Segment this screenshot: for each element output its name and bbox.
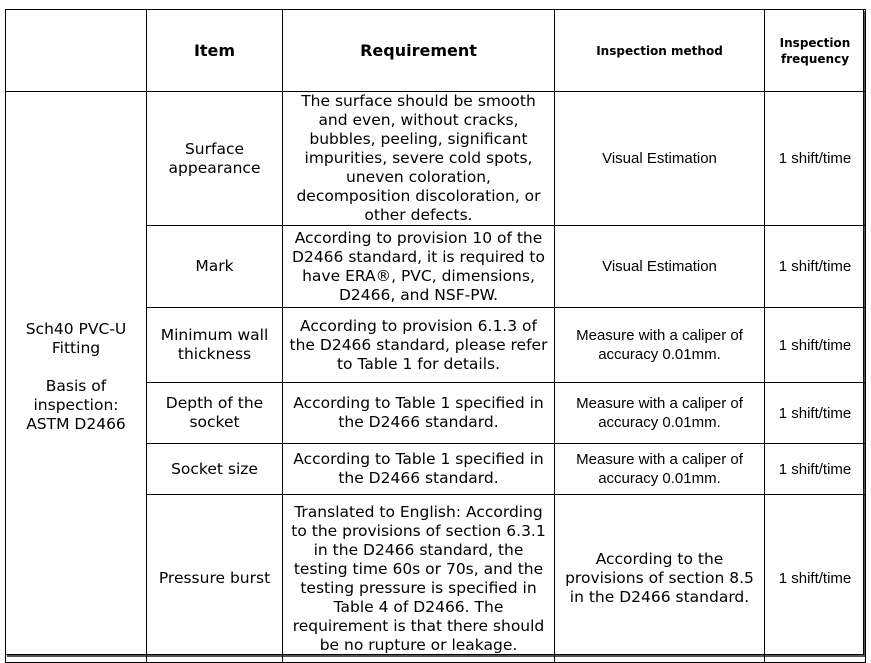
frequency-cell: 1 shift/time xyxy=(765,495,866,663)
item-cell: Pressure burst xyxy=(147,495,283,663)
requirement-cell: According to Table 1 specified in the D2466 standard. xyxy=(283,383,555,444)
inspection-table xyxy=(5,9,866,663)
header-frequency: Inspection frequency xyxy=(765,10,866,92)
requirement-cell: Translated to English: According to the provisions of section 6.3.1 in the D2466 standard, the testing time 60s or 70s, and the testing pressure is specified in Table 4 of D2466. The requirement is that there should be no rupture or leakage. xyxy=(283,495,555,663)
requirement-cell: According to Table 1 specified in the D2466 standard. xyxy=(283,444,555,495)
method-cell: According to the provisions of section 8.5 in the D2466 standard. xyxy=(555,495,765,663)
item-cell: Mark xyxy=(147,226,283,308)
table-row xyxy=(6,92,866,226)
requirement-cell: According to provision 10 of the D2466 standard, it is required to have ERA®, PVC, dimensions, D2466, and NSF-PW. xyxy=(283,226,555,308)
item-cell: Depth of the socket xyxy=(147,383,283,444)
item-cell: Socket size xyxy=(147,444,283,495)
method-cell: Measure with a caliper of accuracy 0.01mm. xyxy=(555,308,765,383)
frequency-cell: 1 shift/time xyxy=(765,226,866,308)
product-cell xyxy=(6,92,147,663)
header-item: Item xyxy=(147,10,283,92)
header-requirement: Requirement xyxy=(283,10,555,92)
requirement-cell: The surface should be smooth and even, without cracks, bubbles, peeling, significant impurities, severe cold spots, uneven coloration, decomposition discoloration, or other defects. xyxy=(283,92,555,226)
requirement-cell: According to provision 6.1.3 of the D2466 standard, please refer to Table 1 for details. xyxy=(283,308,555,383)
item-cell: Surface appearance xyxy=(147,92,283,226)
item-cell: Minimum wall thickness xyxy=(147,308,283,383)
product-name: Sch40 PVC-U Fitting xyxy=(25,320,127,357)
method-cell: Visual Estimation xyxy=(555,226,765,308)
method-cell: Visual Estimation xyxy=(555,92,765,226)
header-method: Inspection method xyxy=(555,10,765,92)
frequency-cell: 1 shift/time xyxy=(765,444,866,495)
method-cell: Measure with a caliper of accuracy 0.01mm. xyxy=(555,444,765,495)
frequency-cell: 1 shift/time xyxy=(765,92,866,226)
method-cell: Measure with a caliper of accuracy 0.01mm. xyxy=(555,383,765,444)
header-blank-cell xyxy=(6,10,147,92)
header-row xyxy=(6,10,866,92)
frequency-cell: 1 shift/time xyxy=(765,308,866,383)
inspection-basis: Basis of inspection: ASTM D2466 xyxy=(26,377,126,433)
frequency-cell: 1 shift/time xyxy=(765,383,866,444)
